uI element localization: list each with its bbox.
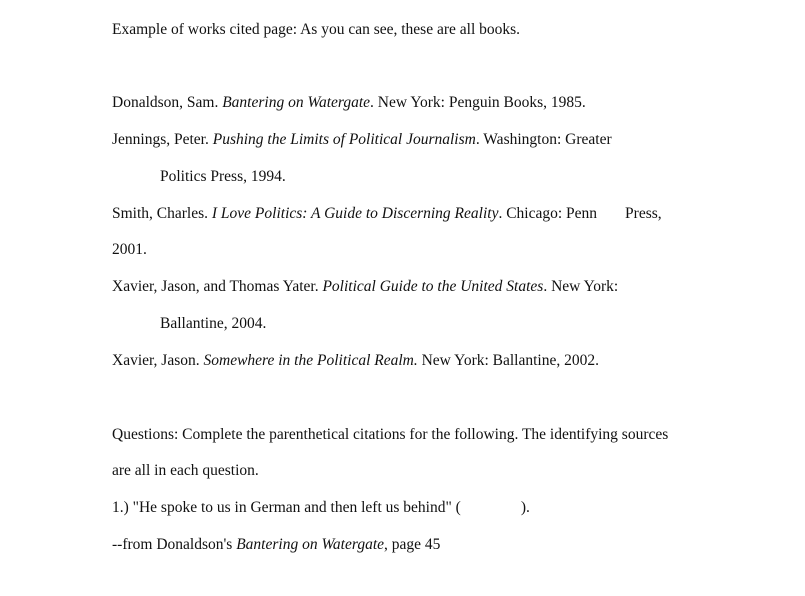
citation-title: Pushing the Limits of Political Journalism (212, 131, 476, 148)
question-1-quote: 1.) "He spoke to us in German and then left us behind" ( (112, 499, 461, 516)
source-prefix: --from Donaldson's (112, 536, 237, 553)
question-1-close: ). (520, 499, 530, 516)
citation-smith (112, 204, 662, 224)
questions-heading-continuation: are all in each question. (112, 462, 259, 479)
citation-xavier-yater (112, 277, 618, 297)
citation-publisher: . New York: Penguin Books, 1985. (370, 94, 586, 111)
citation-xavier (112, 351, 599, 371)
citation-title: Bantering on Watergate (222, 94, 371, 111)
citation-publisher-tail: Press, (625, 205, 662, 222)
citation-author: Xavier, Jason. (112, 352, 204, 369)
citation-author: Donaldson, Sam. (112, 94, 223, 111)
citation-jennings (112, 130, 612, 150)
source-title: Bantering on Watergate (236, 536, 385, 553)
citation-publisher: . Chicago: Penn (498, 205, 598, 222)
question-1-source (112, 535, 440, 555)
citation-title: I Love Politics: A Guide to Discerning Reality (211, 205, 499, 222)
intro-text: Example of works cited page: As you can see, these are all books. (112, 21, 521, 38)
citation-xavier-yater-continuation: Ballantine, 2004. (160, 315, 267, 332)
questions-heading: Questions: Complete the parenthetical citations for the following. The identifying sources (112, 426, 669, 443)
question-1 (112, 498, 530, 518)
source-page: , page 45 (384, 536, 441, 553)
citation-donaldson (112, 93, 586, 113)
citation-publisher: . Washington: Greater (475, 131, 612, 148)
citation-title: Political Guide to the United States (322, 278, 544, 295)
citation-title: Somewhere in the Political Realm. (203, 352, 418, 369)
citation-author: Smith, Charles. (112, 205, 212, 222)
citation-publisher: . New York: (543, 278, 619, 295)
citation-jennings-continuation: Politics Press, 1994. (160, 168, 286, 185)
citation-publisher: New York: Ballantine, 2002. (417, 352, 599, 369)
citation-smith-continuation: 2001. (112, 241, 147, 258)
citation-author: Jennings, Peter. (112, 131, 213, 148)
citation-author: Xavier, Jason, and Thomas Yater. (112, 278, 323, 295)
